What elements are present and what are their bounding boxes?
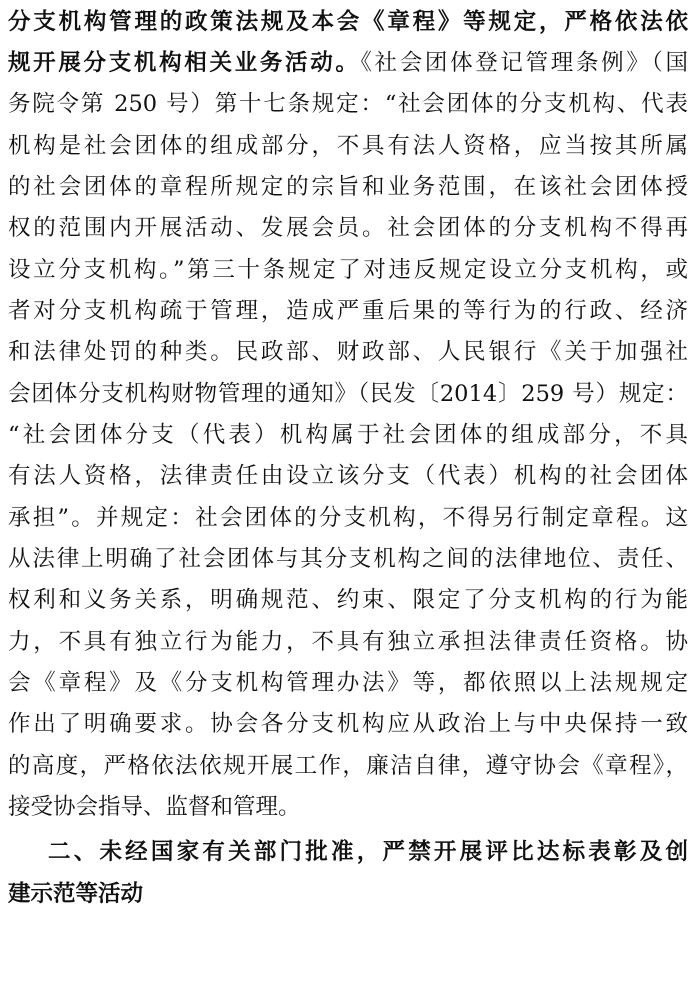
- paragraph-line-2-rest: 《社会团体登记管理条例》（国: [360, 50, 688, 76]
- paragraph-line: 承担”。并规定：社会团体的分支机构，不得另行制定章程。这: [8, 505, 688, 531]
- paragraph-line: 的社会团体的章程所规定的宗旨和业务范围，在该社会团体授: [8, 174, 688, 200]
- paragraph-line: 者对分支机构疏于管理，造成严重后果的等行为的行政、经济: [8, 298, 688, 324]
- paragraph-line: 权利和义务关系，明确规范、约束、限定了分支机构的行为能: [8, 587, 688, 613]
- paragraph-line: 力，不具有独立行为能力，不具有独立承担法律责任资格。协: [8, 629, 688, 655]
- paragraph-line: 会《章程》及《分支机构管理办法》等，都依照以上法规规定: [8, 670, 688, 696]
- paragraph-line: “社会团体分支（代表）机构属于社会团体的组成部分，不具: [8, 422, 688, 448]
- paragraph-line: 作出了明确要求。协会各分支机构应从政治上与中央保持一致: [8, 711, 688, 737]
- paragraph-line-2: [8, 43, 688, 83]
- paragraph-line: 设立分支机构。”第三十条规定了对违反规定设立分支机构，或: [8, 257, 688, 283]
- paragraph-line: 权的范围内开展活动、发展会员。社会团体的分支机构不得再: [8, 215, 688, 241]
- paragraph-line-last: 接受协会指导、监督和管理。: [8, 794, 301, 820]
- paragraph-line: 有法人资格，法律责任由设立该分支（代表）机构的社会团体: [8, 463, 688, 489]
- paragraph-line: 和法律处罚的种类。民政部、财政部、人民银行《关于加强社: [8, 339, 688, 365]
- paragraph-line: 的高度，严格依法依规开展工作，廉洁自律，遵守协会《章程》，: [8, 753, 688, 779]
- paragraph-bold-lead-line-1: 分支机构管理的政策法规及本会《章程》等规定，严格依法依: [8, 9, 688, 35]
- paragraph-line: 务院令第 250 号）第十七条规定：“社会团体的分支机构、代表: [8, 91, 688, 117]
- paragraph-bold-lead-line-2: 规开展分支机构相关业务活动。: [8, 50, 361, 76]
- section-heading-line-1: 二、未经国家有关部门批准，严禁开展评比达标表彰及创: [48, 839, 688, 865]
- section-heading-line-2: 建示范等活动: [8, 881, 144, 907]
- paragraph-line: 从法律上明确了社会团体与其分支机构之间的法律地位、责任、: [8, 546, 688, 572]
- paragraph-line: 会团体分支机构财物管理的通知》（民发〔2014〕259 号）规定：: [8, 381, 688, 407]
- paragraph-line: 机构是社会团体的组成部分，不具有法人资格，应当按其所属: [8, 133, 688, 159]
